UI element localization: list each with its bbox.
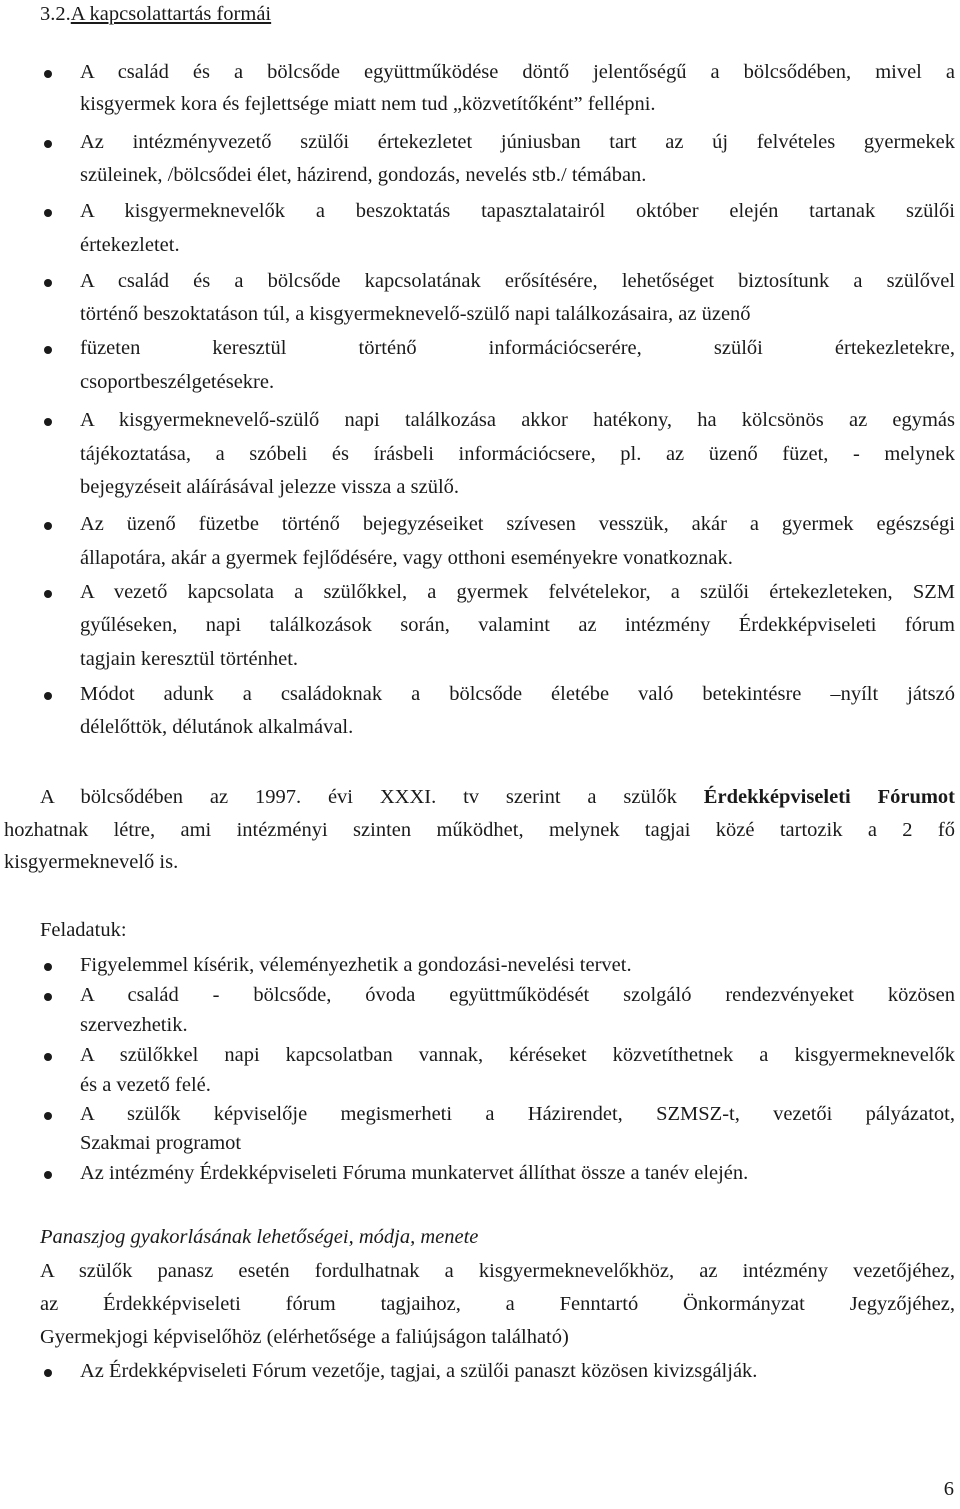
list2-item-2-line-2: szervezhetik. [80, 1014, 188, 1036]
complaint-line-3: Gyermekjogi képviselőhöz (elérhetősége a faliújságon található) [40, 1326, 569, 1348]
bullet-dot [44, 209, 52, 217]
forum-text: A bölcsődében az 1997. évi XXXI. tv szerint a szülők [40, 786, 677, 808]
list1-item-8-line-1: A vezető kapcsolata a szülőkkel, a gyermek felvételekor, a szülői értekezleteken, SZM [80, 581, 955, 603]
bullet-dot [44, 963, 52, 971]
bullet-dot [44, 1369, 52, 1377]
list1-item-1-line-2: kisgyermek kora és fejlettsége miatt nem tud „közvetítőként” fellépni. [80, 93, 656, 115]
list1-item-5-line-1: füzeten keresztül történő információcserére, szülői értekezletekre, [80, 337, 955, 359]
list1-item-9-line-2: délelőttök, délutánok alkalmával. [80, 716, 354, 738]
list1-item-1-line-1: A család és a bölcsőde együttműködése döntő jelentőségű a bölcsődében, mivel a [80, 61, 955, 83]
bullet-dot [44, 1171, 52, 1179]
section-title: A kapcsolattartás formái [70, 3, 272, 25]
complaint-bullet-text: Az Érdekképviseleti Fórum vezetője, tagjai, a szülői panaszt közösen kivizsgálják. [80, 1360, 758, 1382]
list2-item-4-line-2: Szakmai programot [80, 1132, 242, 1154]
forum-paragraph-line-3: kisgyermeknevelő is. [4, 851, 179, 873]
list2-item-1-line-1: Figyelemmel kísérik, véleményezhetik a gondozási-nevelési tervet. [80, 954, 632, 976]
complaint-line-1: A szülők panasz esetén fordulhatnak a kisgyermeknevelőkhöz, az intézmény vezetőjéhez, [40, 1260, 955, 1282]
list2-item-3-line-2: és a vezető felé. [80, 1074, 211, 1096]
forum-paragraph-line-1 [40, 787, 955, 808]
list1-item-3-line-2: értekezletet. [80, 234, 180, 256]
bullet-dot [44, 590, 52, 598]
list1-item-8-line-3: tagjain keresztül történhet. [80, 648, 299, 670]
bullet-dot [44, 1112, 52, 1120]
list1-item-6-line-1: A kisgyermeknevelő-szülő napi találkozása akkor hatékony, ha kölcsönös az egymás [80, 409, 955, 431]
forum-bold-term: Érdekképviseleti Fórumot [703, 786, 956, 808]
list1-item-9-line-1: Módot adunk a családoknak a bölcsőde életébe való betekintésre –nyílt játszó [80, 683, 955, 705]
list1-item-8-line-2: gyűléseken, napi találkozások során, valamint az intézmény Érdekképviseleti fórum [80, 614, 955, 636]
bullet-dot [44, 993, 52, 1001]
bullet-dot [44, 692, 52, 700]
tasks-heading: Feladatuk: [40, 919, 127, 941]
bullet-dot [44, 140, 52, 148]
list1-item-4-line-1: A család és a bölcsőde kapcsolatának erősítésére, lehetőséget biztosítunk a szülővel [80, 270, 955, 292]
list1-item-7-line-2: állapotára, akár a gyermek fejlődésére, vagy otthoni eseményekre vonatkoznak. [80, 547, 733, 569]
list2-item-2-line-1: A család - bölcsőde, óvoda együttműködését szolgáló rendezvényeket közösen [80, 984, 955, 1006]
bullet-dot [44, 418, 52, 426]
bullet-dot [44, 70, 52, 78]
section-heading [40, 4, 271, 25]
section-number: 3.2. [40, 3, 71, 25]
list1-item-6-line-3: bejegyzéseit aláírásával jelezze vissza a szülő. [80, 476, 460, 498]
forum-paragraph-line-2: hozhatnak létre, ami intézményi szinten működhet, melynek tagjai közé tartozik a 2 fő [4, 819, 955, 841]
list1-item-2-line-2: szüleinek, /bölcsődei élet, házirend, gondozás, nevelés stb./ témában. [80, 164, 647, 186]
list2-item-3-line-1: A szülőkkel napi kapcsolatban vannak, kéréseket közvetíthetnek a kisgyermeknevelők [80, 1044, 955, 1066]
list1-item-5-line-2: csoportbeszélgetésekre. [80, 371, 275, 393]
bullet-dot [44, 346, 52, 354]
list1-item-7-line-1: Az üzenő füzetbe történő bejegyzéseiket szívesen vesszük, akár a gyermek egészségi [80, 513, 955, 535]
list2-item-4-line-1: A szülők képviselője megismerheti a Házirendet, SZMSZ-t, vezetői pályázatot, [80, 1103, 955, 1125]
complaint-line-2: az Érdekképviseleti fórum tagjaihoz, a Fenntartó Önkormányzat Jegyzőjéhez, [40, 1293, 955, 1315]
bullet-dot [44, 279, 52, 287]
bullet-dot [44, 1053, 52, 1061]
list1-item-2-line-1: Az intézményvezető szülői értekezletet júniusban tart az új felvételes gyermekek [80, 131, 955, 153]
complaint-heading: Panaszjog gyakorlásának lehetőségei, módja, menete [40, 1226, 479, 1248]
list2-item-5-line-1: Az intézmény Érdekképviseleti Fóruma munkatervet állíthat össze a tanév elején. [80, 1162, 749, 1184]
list1-item-4-line-2: történő beszoktatáson túl, a kisgyermeknevelő-szülő napi találkozásaira, az üzenő [80, 303, 751, 325]
list1-item-6-line-2: tájékoztatása, a szóbeli és írásbeli információcsere, pl. az üzenő füzet, - melynek [80, 443, 955, 465]
page-number: 6 [943, 1478, 954, 1500]
bullet-dot [44, 522, 52, 530]
list1-item-3-line-1: A kisgyermeknevelők a beszoktatás tapasztalatairól október elején tartanak szülői [80, 200, 955, 222]
